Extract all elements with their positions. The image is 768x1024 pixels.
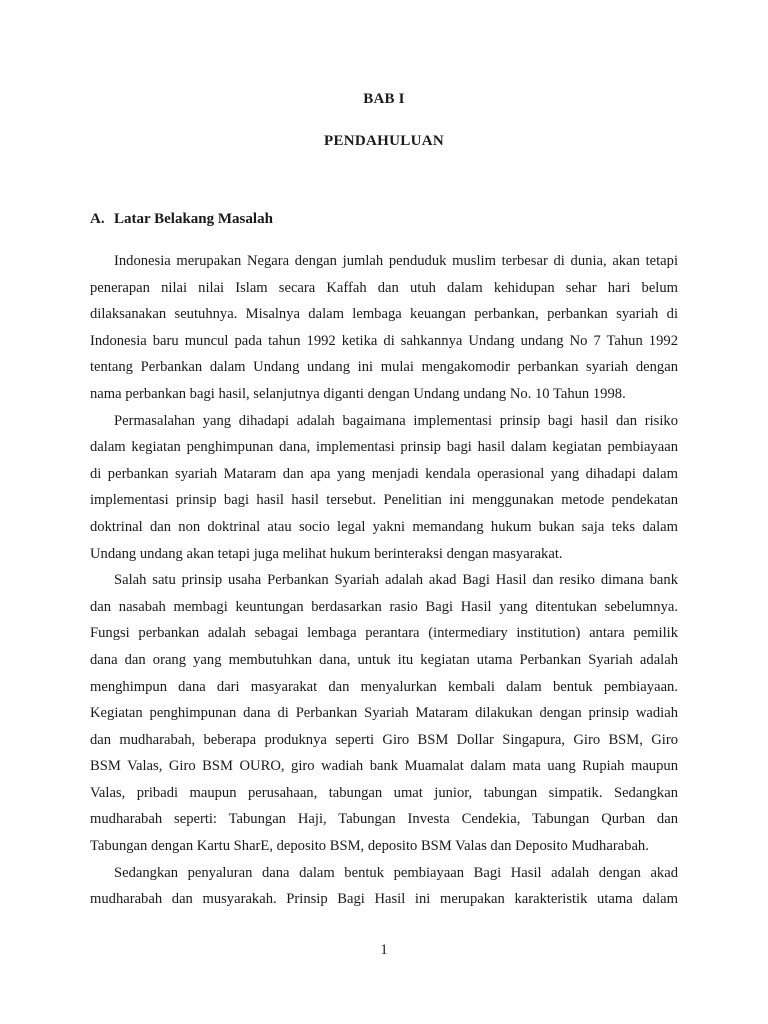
paragraph-line: nama perbankan bagi hasil, selanjutnya diganti dengan Undang undang No. 10 Tahun 1998.: [90, 385, 626, 402]
body-text: [90, 248, 678, 913]
paragraph-line: Salah satu prinsip usaha Perbankan Syariah adalah akad Bagi Hasil dan resiko dimana bank: [114, 572, 678, 589]
paragraph-line: mudharabah dan musyarakah. Prinsip Bagi Hasil ini merupakan karakteristik utama dalam: [90, 891, 678, 908]
paragraph-line: di perbankan syariah Mataram dan apa yang menjadi kendala operasional yang dihadapi dalam: [90, 465, 678, 482]
paragraph-line: dana dan orang yang membutuhkan dana, untuk itu kegiatan utama Perbankan Syariah adalah: [90, 651, 678, 668]
chapter-label: BAB I: [363, 91, 405, 107]
paragraph-line: dilaksanakan seutuhnya. Misalnya dalam lembaga keuangan perbankan, perbankan syariah di: [90, 306, 678, 323]
paragraph-line: dan nasabah membagi keuntungan berdasarkan rasio Bagi Hasil yang ditentukan sebelumnya.: [90, 598, 678, 615]
paragraph-line: dan mudharabah, beberapa produknya seperti Giro BSM Dollar Singapura, Giro BSM, Giro: [90, 731, 678, 748]
paragraph-line: mudharabah seperti: Tabungan Haji, Tabungan Investa Cendekia, Tabungan Qurban dan: [90, 811, 678, 828]
paragraph-line: Fungsi perbankan adalah sebagai lembaga perantara (intermediary institution) antara pemilik: [90, 625, 678, 642]
paragraph-line: Undang undang akan tetapi juga melihat hukum berinteraksi dengan masyarakat.: [90, 545, 563, 562]
chapter-title: PENDAHULUAN: [324, 133, 444, 149]
paragraph-line: penerapan nilai nilai Islam secara Kaffah dan utuh dalam kehidupan sehar hari belum: [90, 279, 678, 296]
paragraph-line: Kegiatan penghimpunan dana di Perbankan Syariah Mataram dilakukan dengan prinsip wadiah: [90, 705, 678, 722]
paragraph-line: dalam kegiatan penghimpunan dana, implementasi prinsip bagi hasil dalam kegiatan pembiayaan: [90, 439, 678, 456]
paragraph-line: Indonesia baru muncul pada tahun 1992 ketika di sahkannya Undang undang No 7 Tahun 1992: [90, 332, 678, 349]
paragraph-line: tentang Perbankan dalam Undang undang ini mulai mengakomodir perbankan syariah dengan: [90, 359, 678, 376]
section-heading: [90, 211, 273, 228]
paragraph-line: Valas, pribadi maupun perusahaan, tabungan umat junior, tabungan simpatik. Sedangkan: [90, 784, 678, 801]
section-marker: A.: [90, 211, 105, 227]
paragraph-line: BSM Valas, Giro BSM OURO, giro wadiah bank Muamalat dalam mata uang Rupiah maupun: [90, 758, 678, 775]
section-title: Latar Belakang Masalah: [114, 211, 273, 227]
paragraph-line: menghimpun dana dari masyarakat dan menyalurkan kembali dalam bentuk pembiayaan.: [90, 678, 678, 695]
paragraph-line: Tabungan dengan Kartu SharE, deposito BSM, deposito BSM Valas dan Deposito Mudharabah.: [90, 838, 649, 855]
paragraph-line: Permasalahan yang dihadapi adalah bagaimana implementasi prinsip bagi hasil dan risiko: [114, 412, 678, 429]
paragraph-line: implementasi prinsip bagi hasil hasil tersebut. Penelitian ini menggunakan metode pendekatan: [90, 492, 678, 509]
paragraph-line: Indonesia merupakan Negara dengan jumlah penduduk muslim terbesar di dunia, akan tetapi: [114, 253, 678, 269]
page-number: 1: [380, 942, 388, 958]
paragraph-line: Sedangkan penyaluran dana dalam bentuk pembiayaan Bagi Hasil adalah dengan akad: [114, 864, 678, 881]
paragraph-line: doktrinal dan non doktrinal atau socio legal yakni memandang hukum bukan saja teks dalam: [90, 518, 678, 535]
